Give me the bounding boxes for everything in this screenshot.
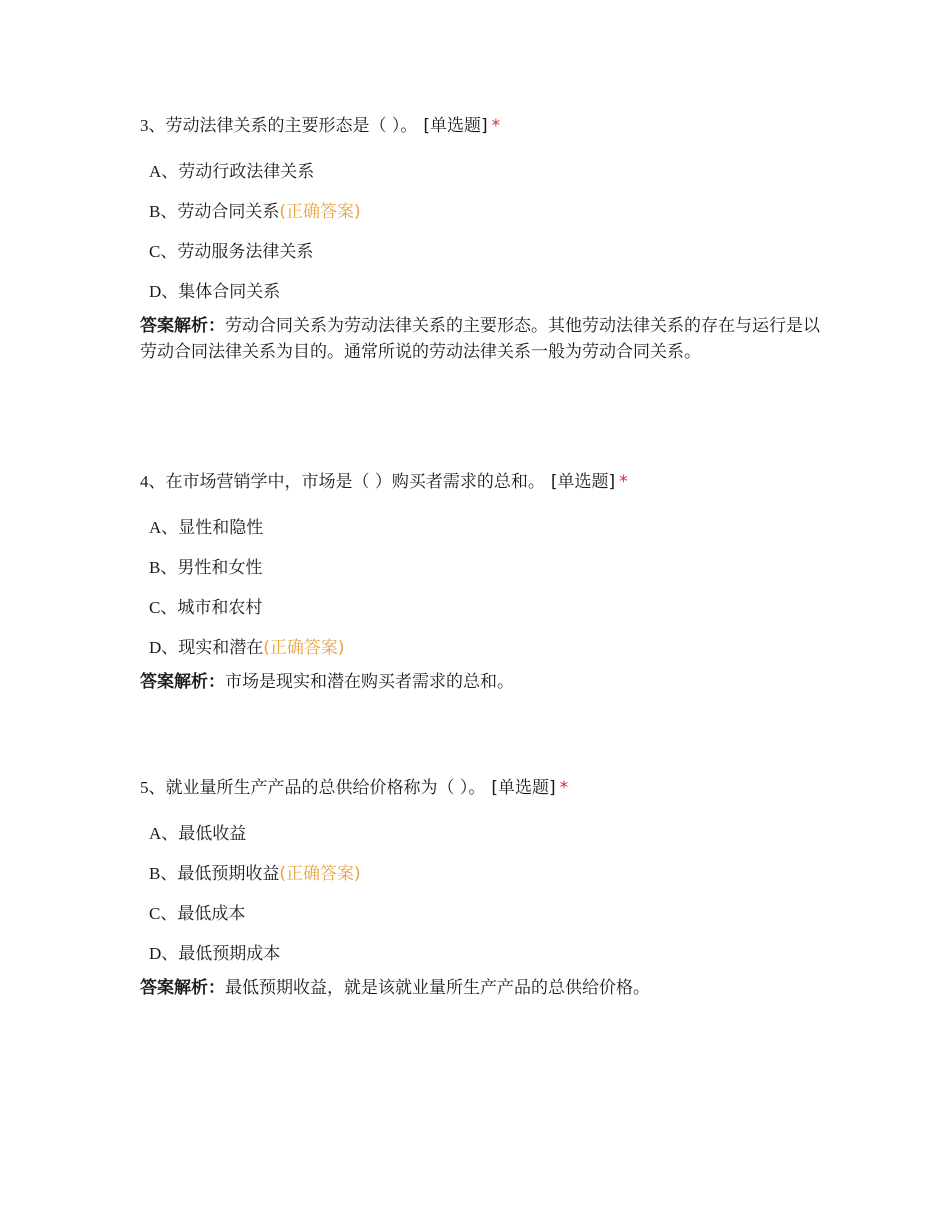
question-text: 在市场营销学中，市场是（ ）购买者需求的总和。 [165,472,545,492]
option-text: 显性和隐性 [178,518,264,538]
option-a [149,159,820,185]
option-text: 劳动服务法律关系 [177,242,314,262]
option-a [149,515,820,541]
option-text: 劳动合同关系 [177,202,280,222]
option-b [149,861,820,887]
option-letter: B、 [149,558,178,577]
analysis-label: 答案解析： [140,316,225,336]
option-text: 劳动行政法律关系 [178,162,315,182]
option-letter: C、 [149,904,178,923]
analysis-text: 劳动合同关系为劳动法律关系的主要形态。其他劳动法律关系的存在与运行是以劳动合同法律关系为目的。通常所说的劳动法律关系一般为劳动合同关系。 [140,316,820,362]
option-letter: A、 [149,518,179,537]
question-type: [单选题] [550,472,616,492]
option-letter: C、 [149,242,178,261]
required-mark: * [491,116,501,136]
answer-analysis [140,975,820,1001]
answer-analysis [140,669,820,695]
option-letter: C、 [149,598,178,617]
required-mark: * [559,778,569,798]
option-text: 最低成本 [177,904,246,924]
option-list [140,821,820,967]
question-type: [单选题] [491,778,556,798]
option-d [149,635,820,661]
option-list [140,515,820,661]
option-b [149,555,820,581]
question-number: 4、 [140,472,166,491]
option-letter: D、 [149,282,179,301]
question-4 [140,469,820,695]
required-mark: * [619,472,628,492]
option-a [149,821,820,847]
question-title [140,113,820,139]
option-b [149,199,820,225]
question-title [140,775,820,801]
analysis-text: 最低预期收益，就是该就业量所生产产品的总供给价格。 [225,978,650,998]
option-letter: D、 [149,638,179,657]
option-letter: A、 [149,824,179,843]
option-text: 男性和女性 [177,558,263,578]
option-letter: A、 [149,162,179,181]
option-d [149,279,820,305]
question-5 [140,775,820,1001]
option-letter: B、 [149,864,178,883]
correct-answer-tag: (正确答案) [263,638,345,658]
option-text: 最低预期收益 [177,864,280,884]
option-text: 集体合同关系 [178,282,281,302]
correct-answer-tag: (正确答案) [279,202,361,222]
analysis-label: 答案解析： [140,978,225,998]
correct-answer-tag: (正确答案) [279,864,361,884]
question-text: 劳动法律关系的主要形态是（ ）。 [165,116,418,136]
analysis-label: 答案解析： [140,672,225,692]
question-type: [单选题] [423,116,488,136]
option-text: 现实和潜在 [178,638,264,658]
option-text: 最低收益 [178,824,247,844]
option-letter: D、 [149,944,179,963]
question-title [140,469,820,495]
option-c [149,901,820,927]
question-text: 就业量所生产产品的总供给价格称为（ ）。 [165,778,486,798]
option-text: 最低预期成本 [178,944,281,964]
option-text: 城市和农村 [177,598,263,618]
answer-analysis [140,313,820,365]
option-d [149,941,820,967]
option-letter: B、 [149,202,178,221]
option-c [149,595,820,621]
question-3 [140,113,820,365]
analysis-text: 市场是现实和潜在购买者需求的总和。 [225,672,514,692]
question-number: 5、 [140,778,166,797]
question-number: 3、 [140,116,166,135]
option-list [140,159,820,305]
option-c [149,239,820,265]
